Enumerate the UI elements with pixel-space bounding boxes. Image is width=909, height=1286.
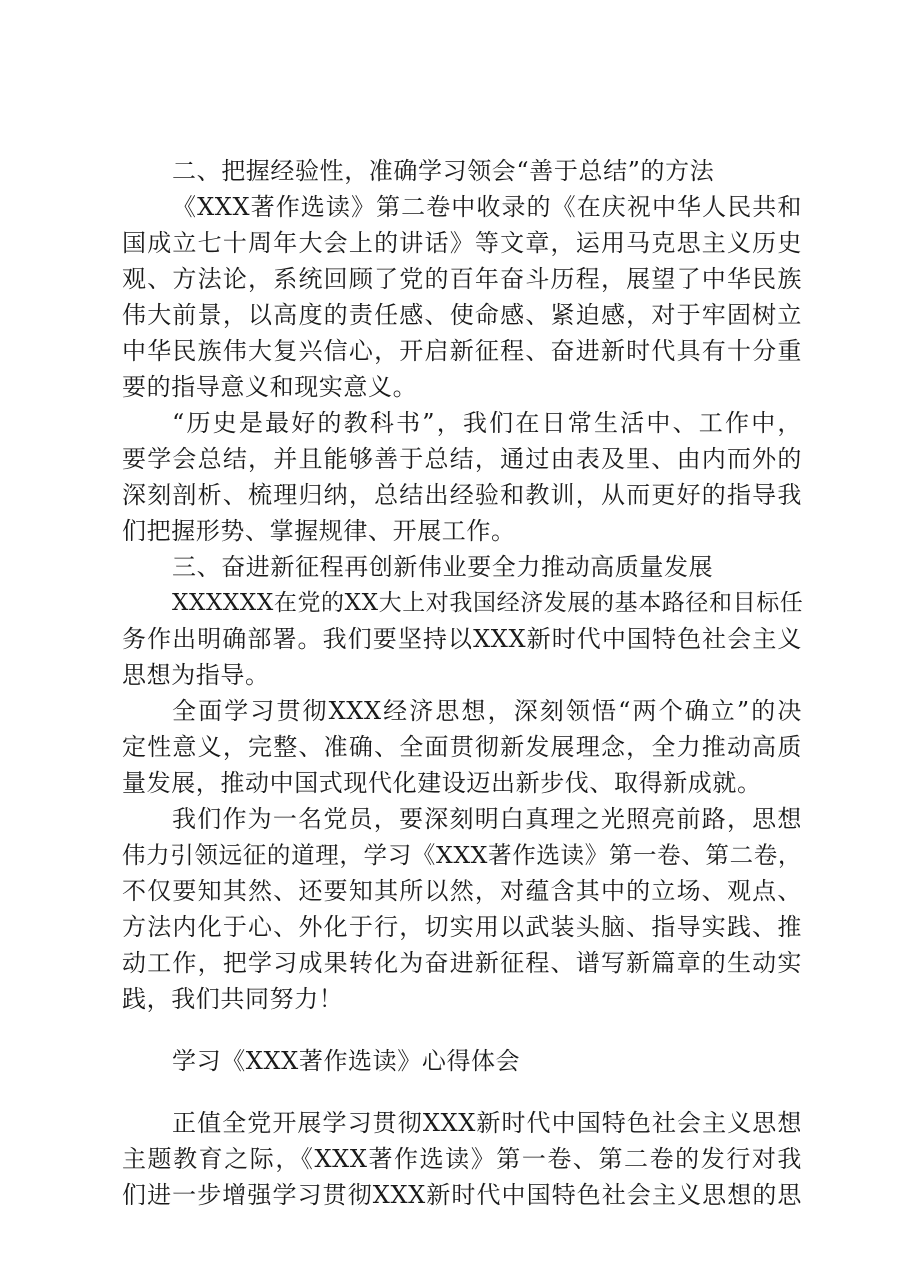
paragraph-line: 伟力引领远征的道理，学习《XXX著作选读》第一卷、第二卷， [122,841,802,869]
paragraph-line: 深刻剖析、梳理归纳，总结出经验和教训，从而更好的指导我 [122,481,802,509]
paragraph-line: 要的指导意义和现实意义。 [122,373,418,401]
paragraph-line: 全面学习贯彻XXX经济思想，深刻领悟“两个确立”的决 [172,697,802,725]
paragraph-line: 定性意义，完整、准确、全面贯彻新发展理念，全力推动高质 [122,733,802,761]
section-heading-2: 二、把握经验性，准确学习领会“善于总结”的方法 [172,157,715,185]
paragraph-line: 我们作为一名党员，要深刻明白真理之光照亮前路，思想 [172,805,802,833]
paragraph-line: 要学会总结，并且能够善于总结，通过由表及里、由内而外的 [122,445,802,473]
paragraph-line: XXXXXX在党的XX大上对我国经济发展的基本路径和目标任 [172,590,804,616]
paragraph-line: 中华民族伟大复兴信心，开启新征程、奋进新时代具有十分重 [122,337,802,365]
paragraph-line: 方法内化于心、外化于行，切实用以武装头脑、指导实践、推 [122,913,802,941]
article-title: 学习《XXX著作选读》心得体会 [172,1047,521,1075]
paragraph-line: 观、方法论，系统回顾了党的百年奋斗历程，展望了中华民族 [122,265,802,293]
paragraph-line: 们进一步增强学习贯彻XXX新时代中国特色社会主义思想的思 [122,1181,802,1209]
section-heading-3: 三、奋进新征程再创新伟业要全力推动高质量发展 [172,553,714,581]
paragraph-line: 主题教育之际，《XXX著作选读》第一卷、第二卷的发行对我 [122,1145,802,1173]
paragraph-line: “历史是最好的教科书”，我们在日常生活中、工作中， [172,409,802,437]
paragraph-line: 国成立七十周年大会上的讲话》等文章，运用马克思主义历史 [122,229,802,257]
paragraph-line: 们把握形势、掌握规律、开展工作。 [122,517,516,545]
paragraph-line: 正值全党开展学习贯彻XXX新时代中国特色社会主义思想 [172,1109,802,1137]
paragraph-line: 《XXX著作选读》第二卷中收录的《在庆祝中华人民共和 [172,193,802,221]
paragraph-line: 务作出明确部署。我们要坚持以XXX新时代中国特色社会主义 [122,625,802,653]
paragraph-line: 动工作，把学习成果转化为奋进新征程、谱写新篇章的生动实 [122,949,802,977]
paragraph-line: 伟大前景，以高度的责任感、使命感、紧迫感，对于牢固树立 [122,301,802,329]
paragraph-line: 思想为指导。 [122,661,270,689]
paragraph-line: 量发展，推动中国式现代化建设迈出新步伐、取得新成就。 [122,769,762,797]
paragraph-line: 践，我们共同努力！ [122,985,344,1013]
paragraph-line: 不仅要知其然、还要知其所以然，对蕴含其中的立场、观点、 [122,877,802,905]
